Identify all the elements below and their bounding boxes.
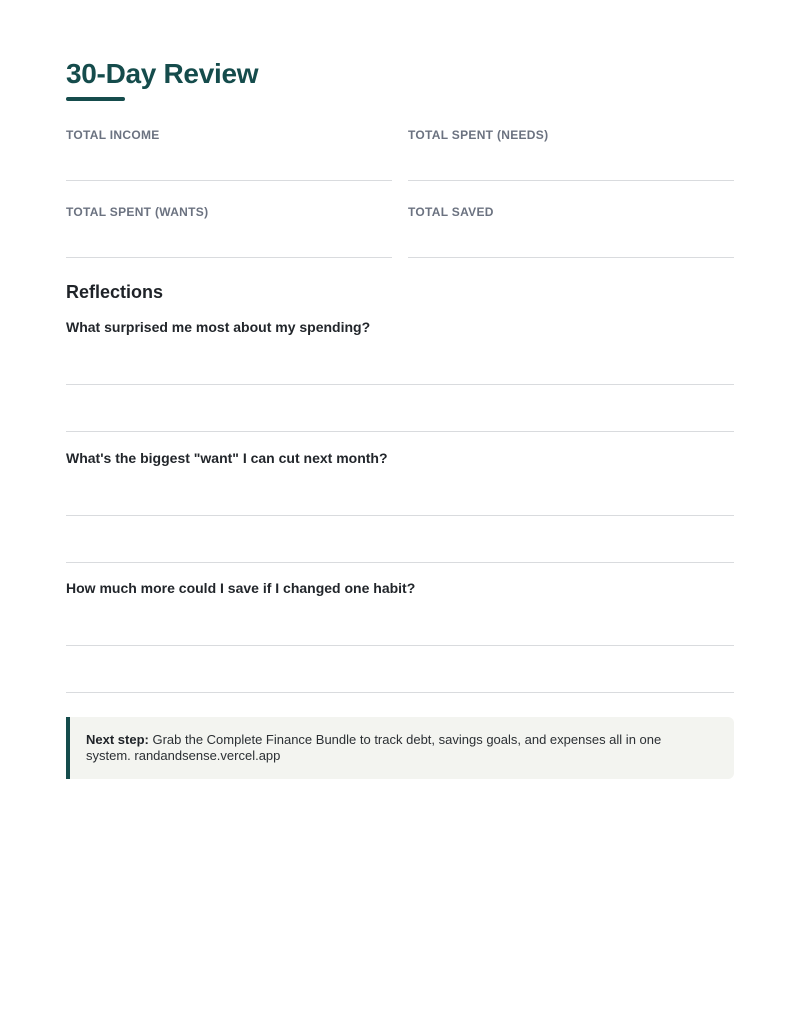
field-label: TOTAL INCOME [66, 128, 160, 142]
field-total-saved [408, 204, 734, 281]
next-step-callout [66, 717, 734, 779]
answer-line[interactable] [66, 692, 734, 693]
callout-body: Grab the Complete Finance Bundle to track debt, savings goals, and expenses all in one system. randandsense.vercel.app [86, 732, 662, 763]
field-label: TOTAL SPENT (WANTS) [66, 205, 209, 219]
answer-line[interactable] [66, 431, 734, 432]
reflections-heading: Reflections [66, 282, 164, 302]
field-total-income [66, 127, 392, 204]
field-total-spent-wants [66, 204, 392, 281]
field-label: TOTAL SPENT (NEEDS) [408, 128, 549, 142]
reflection-question-3 [66, 579, 734, 597]
page-title: 30-Day Review [66, 58, 259, 89]
answer-line[interactable] [66, 515, 734, 516]
field-write-line[interactable] [408, 180, 734, 181]
answer-line[interactable] [66, 562, 734, 563]
field-total-spent-needs [408, 127, 734, 204]
question-text: What's the biggest "want" I can cut next month? [66, 450, 388, 466]
question-text: How much more could I save if I changed one habit? [66, 580, 416, 596]
reflection-question-1 [66, 318, 734, 336]
answer-line[interactable] [66, 384, 734, 385]
field-write-line[interactable] [66, 180, 392, 181]
reflection-question-2 [66, 449, 734, 467]
callout-lead: Next step: [86, 732, 149, 747]
field-write-line[interactable] [408, 257, 734, 258]
field-label: TOTAL SAVED [408, 205, 494, 219]
title-underline [66, 97, 125, 101]
question-text: What surprised me most about my spending? [66, 319, 371, 335]
summary-fields [66, 127, 734, 281]
field-write-line[interactable] [66, 257, 392, 258]
answer-line[interactable] [66, 645, 734, 646]
